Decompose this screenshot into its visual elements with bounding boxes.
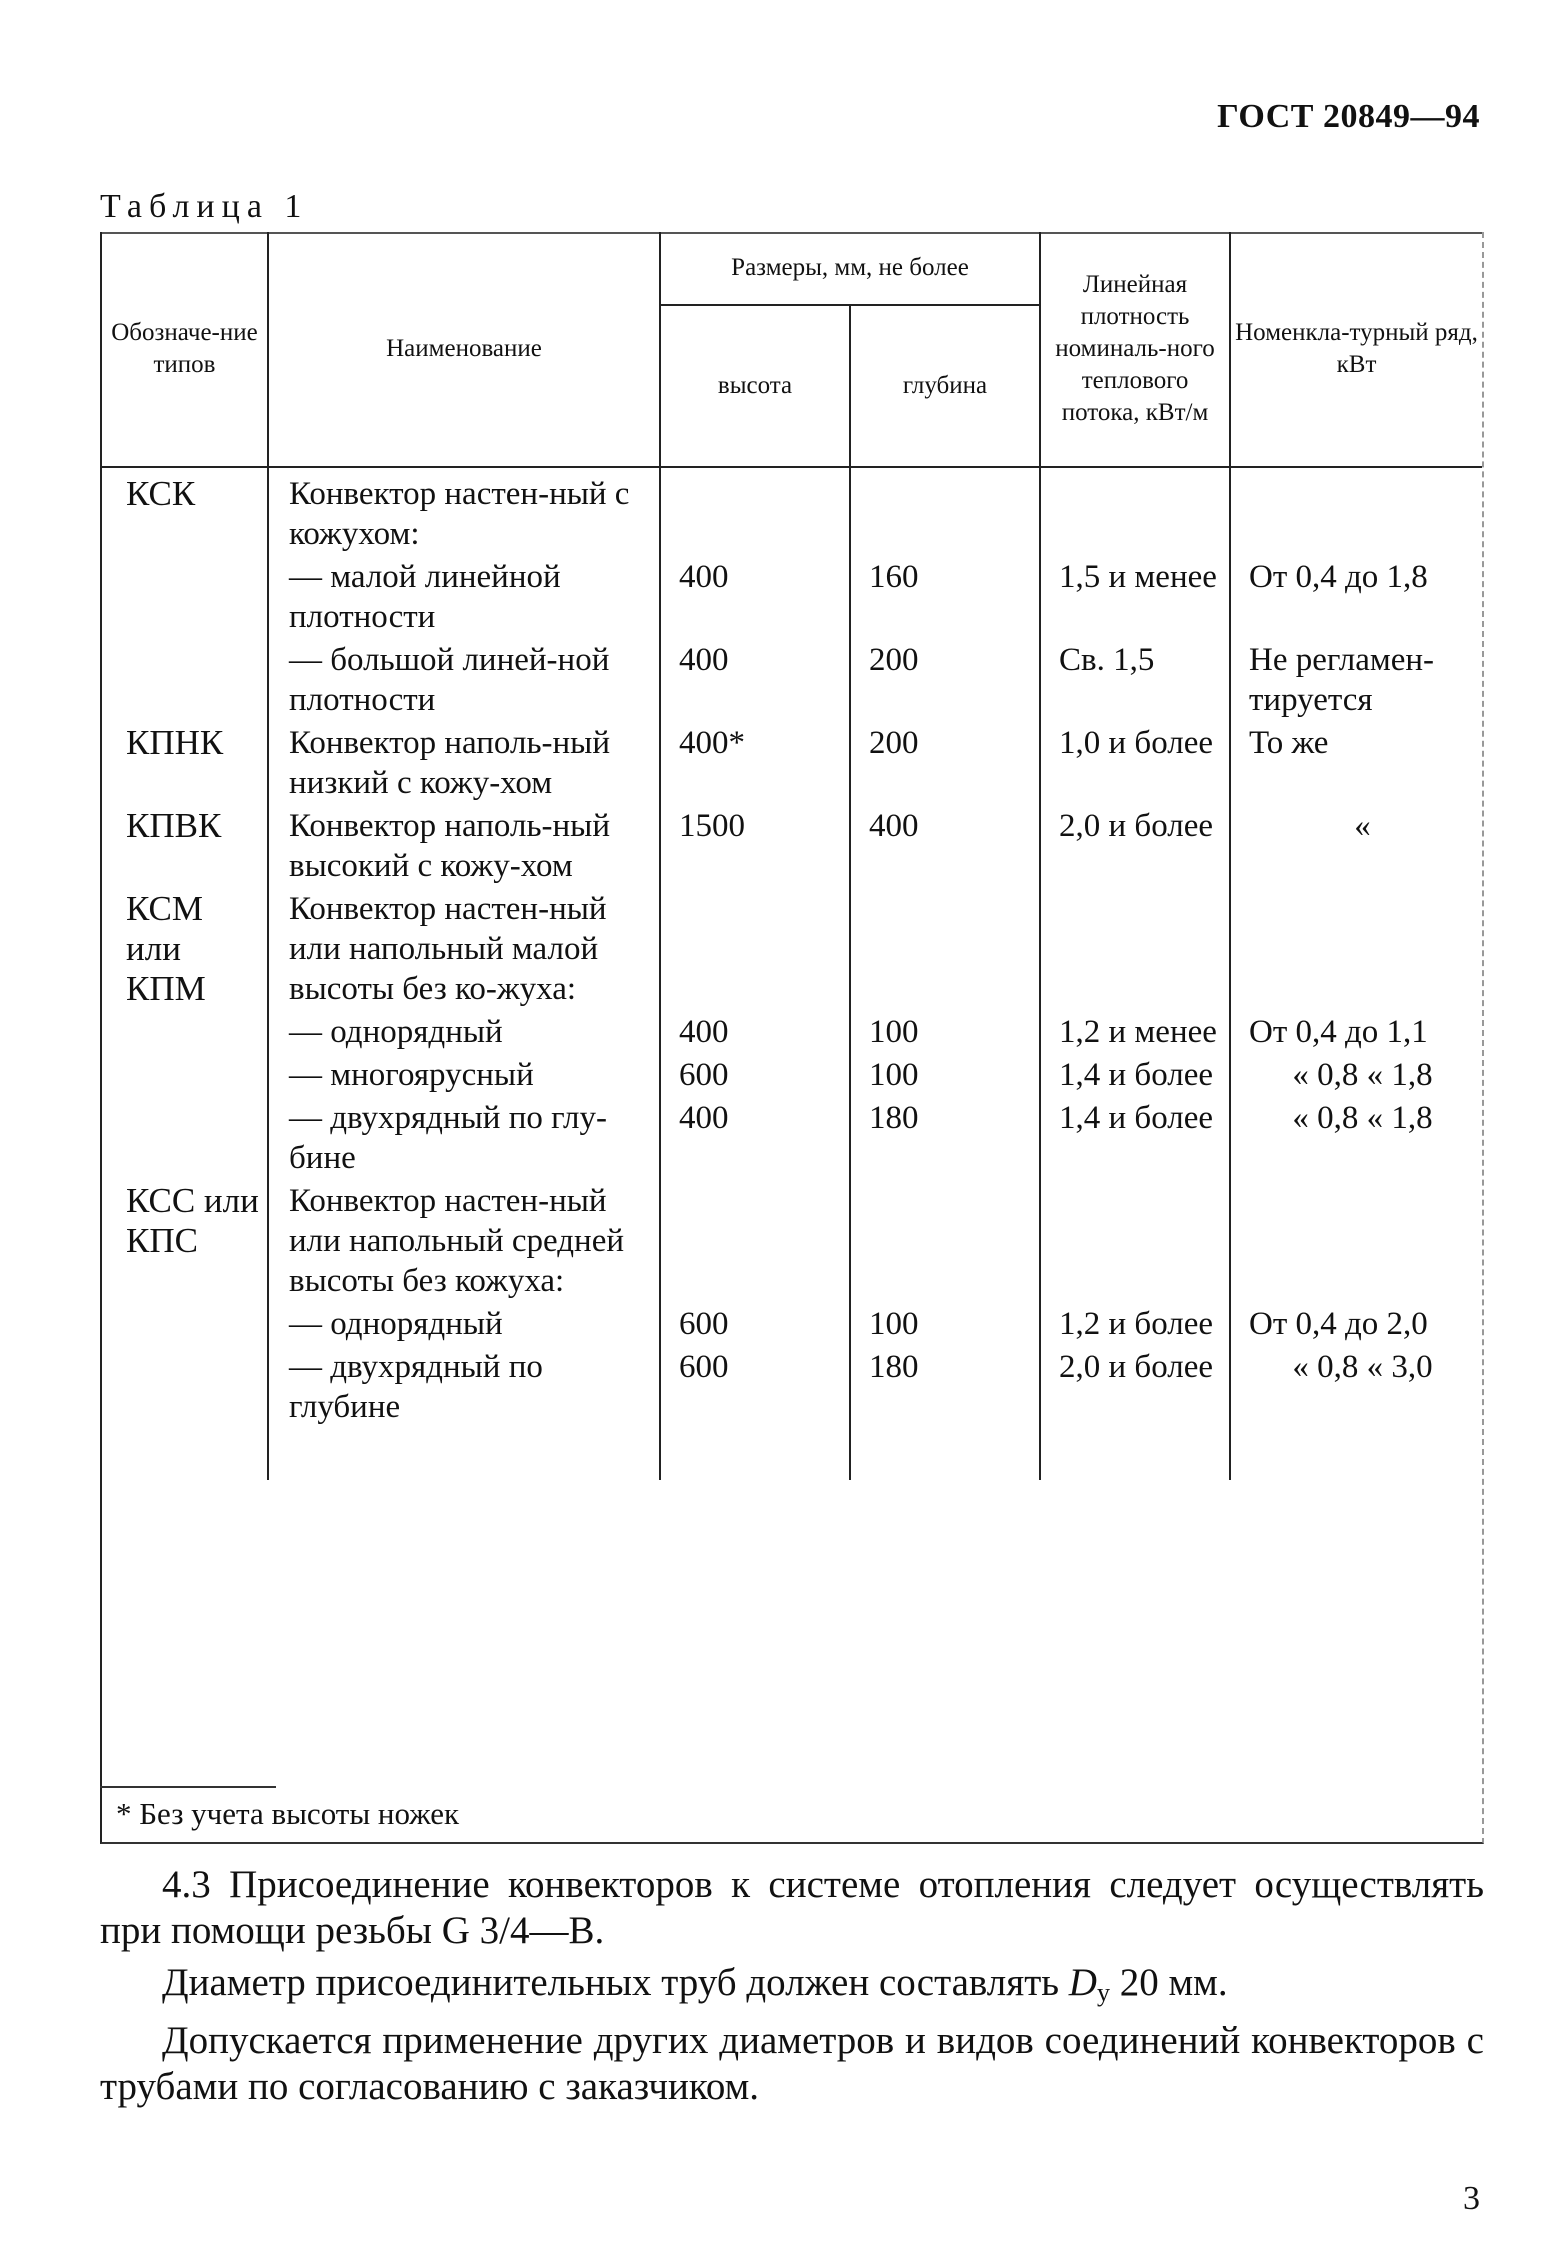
table-frame [100,232,1484,1844]
cell-name: — большой линей-ной плотности [268,640,660,723]
table-body [102,467,1482,1480]
header-density: Линейная плотность номиналь-ного теплового потока, кВт/м [1040,232,1230,467]
cell-density [1040,1181,1230,1304]
table-row [102,640,1482,723]
cell-code: КСС или КПС [126,1181,259,1260]
cell-height: 400 [660,1012,850,1055]
cell-code [102,1347,268,1480]
cell-name: Конвектор наполь-ный низкий с кожу-хом [268,723,660,806]
nominal-diameter-subscript: y [1096,1978,1110,2007]
table-row [102,557,1482,640]
cell-depth: 100 [850,1304,1040,1347]
cell-range [1230,1181,1482,1304]
cell-height: 400 [660,557,850,640]
table-row [102,1181,1482,1304]
cell-code: КПВК [126,806,222,845]
cell-height: 600 [660,1347,850,1480]
header-range: Номенкла-турный ряд, кВт [1230,232,1482,467]
header-depth: глубина [850,305,1040,467]
table-row [102,467,1482,557]
convector-table [102,232,1482,1480]
table-footnote: * Без учета высоты ножек [116,1796,460,1831]
cell-height [660,467,850,557]
cell-name: — малой линейной плотности [268,557,660,640]
cell-depth: 160 [850,557,1040,640]
cell-depth: 100 [850,1012,1040,1055]
table-row [102,806,1482,889]
table-row [102,723,1482,806]
cell-range [1230,889,1482,1012]
paragraph-other-connections: Допускается применение других диаметров и видов соединений конвекторов с трубами по согласованию с заказчиком. [100,2019,1484,2108]
table-row [102,1098,1482,1181]
cell-name: — однорядный [268,1304,660,1347]
cell-name: — двухрядный по глу-бине [268,1098,660,1181]
cell-height: 400 [660,640,850,723]
cell-height: 600 [660,1304,850,1347]
cell-code [102,640,268,723]
cell-height: 1500 [660,806,850,889]
cell-depth: 180 [850,1098,1040,1181]
cell-code [102,1055,268,1098]
cell-depth [850,889,1040,1012]
cell-code [102,557,268,640]
cell-depth: 400 [850,806,1040,889]
table-row [102,1012,1482,1055]
cell-code: КПНК [126,723,224,762]
cell-density: 1,4 и более [1040,1055,1230,1098]
cell-density: Св. 1,5 [1040,640,1230,723]
cell-code: КСК [126,474,196,513]
cell-name: Конвектор наполь-ный высокий с кожу-хом [268,806,660,889]
cell-height [660,1181,850,1304]
cell-height [660,889,850,1012]
cell-code [102,1304,268,1347]
cell-depth: 200 [850,640,1040,723]
cell-name: — двухрядный по глубине [268,1347,660,1480]
cell-range: « [1230,806,1482,889]
cell-code: КСМ или КПМ [126,889,206,1008]
cell-range: « 0,8 « 1,8 [1230,1098,1482,1181]
cell-height: 600 [660,1055,850,1098]
cell-range [1230,467,1482,557]
cell-name: Конвектор настен-ный или напольный малой высоты без ко-жуха: [268,889,660,1012]
document-code: ГОСТ 20849—94 [1217,98,1480,135]
cell-range: Не регламен-тируется [1230,640,1482,723]
cell-name: Конвектор настен-ный или напольный средней высоты без кожуха: [268,1181,660,1304]
cell-range: От 0,4 до 1,8 [1230,557,1482,640]
header-type: Обозначе-ние типов [102,232,268,467]
cell-name: — многоярусный [268,1055,660,1098]
paragraph-pipe-diameter-text: Диаметр присоединительных труб должен составлять [162,1961,1069,2004]
cell-depth [850,1181,1040,1304]
cell-height: 400* [660,723,850,806]
cell-depth: 100 [850,1055,1040,1098]
header-name: Наименование [268,232,660,467]
cell-density: 1,2 и менее [1040,1012,1230,1055]
table-row [102,1055,1482,1098]
table-row [102,1304,1482,1347]
cell-range: От 0,4 до 1,1 [1230,1012,1482,1055]
cell-code [102,1098,268,1181]
table-row [102,889,1482,1012]
cell-height: 400 [660,1098,850,1181]
cell-depth: 180 [850,1347,1040,1480]
table-row [102,1347,1482,1480]
footnote-rule [100,1786,276,1788]
cell-depth: 200 [850,723,1040,806]
cell-density: 1,2 и более [1040,1304,1230,1347]
table-caption: Таблица 1 [100,188,309,225]
cell-density: 1,5 и менее [1040,557,1230,640]
cell-code [102,1012,268,1055]
cell-range: От 0,4 до 2,0 [1230,1304,1482,1347]
page-number: 3 [1463,2180,1480,2217]
cell-range: То же [1230,723,1482,806]
cell-range: « 0,8 « 1,8 [1230,1055,1482,1098]
paragraph-4-3: 4.3 Присоединение конвекторов к системе отопления следует осуществлять при помощи резьбы G 3/4—В. [100,1863,1484,1952]
cell-name: Конвектор настен-ный с кожухом: [268,467,660,557]
cell-density: 2,0 и более [1040,806,1230,889]
cell-density [1040,467,1230,557]
cell-density: 2,0 и более [1040,1347,1230,1480]
paragraph-pipe-diameter-value: 20 мм. [1109,1961,1228,2004]
cell-density: 1,0 и более [1040,723,1230,806]
cell-range: « 0,8 « 3,0 [1230,1347,1482,1480]
header-height: высота [660,305,850,467]
cell-density: 1,4 и более [1040,1098,1230,1181]
nominal-diameter-symbol: D [1068,1961,1097,2004]
cell-depth [850,467,1040,557]
header-size-group: Размеры, мм, не более [660,232,1040,305]
paragraph-pipe-diameter [100,1960,1484,2016]
cell-name: — однорядный [268,1012,660,1055]
cell-density [1040,889,1230,1012]
